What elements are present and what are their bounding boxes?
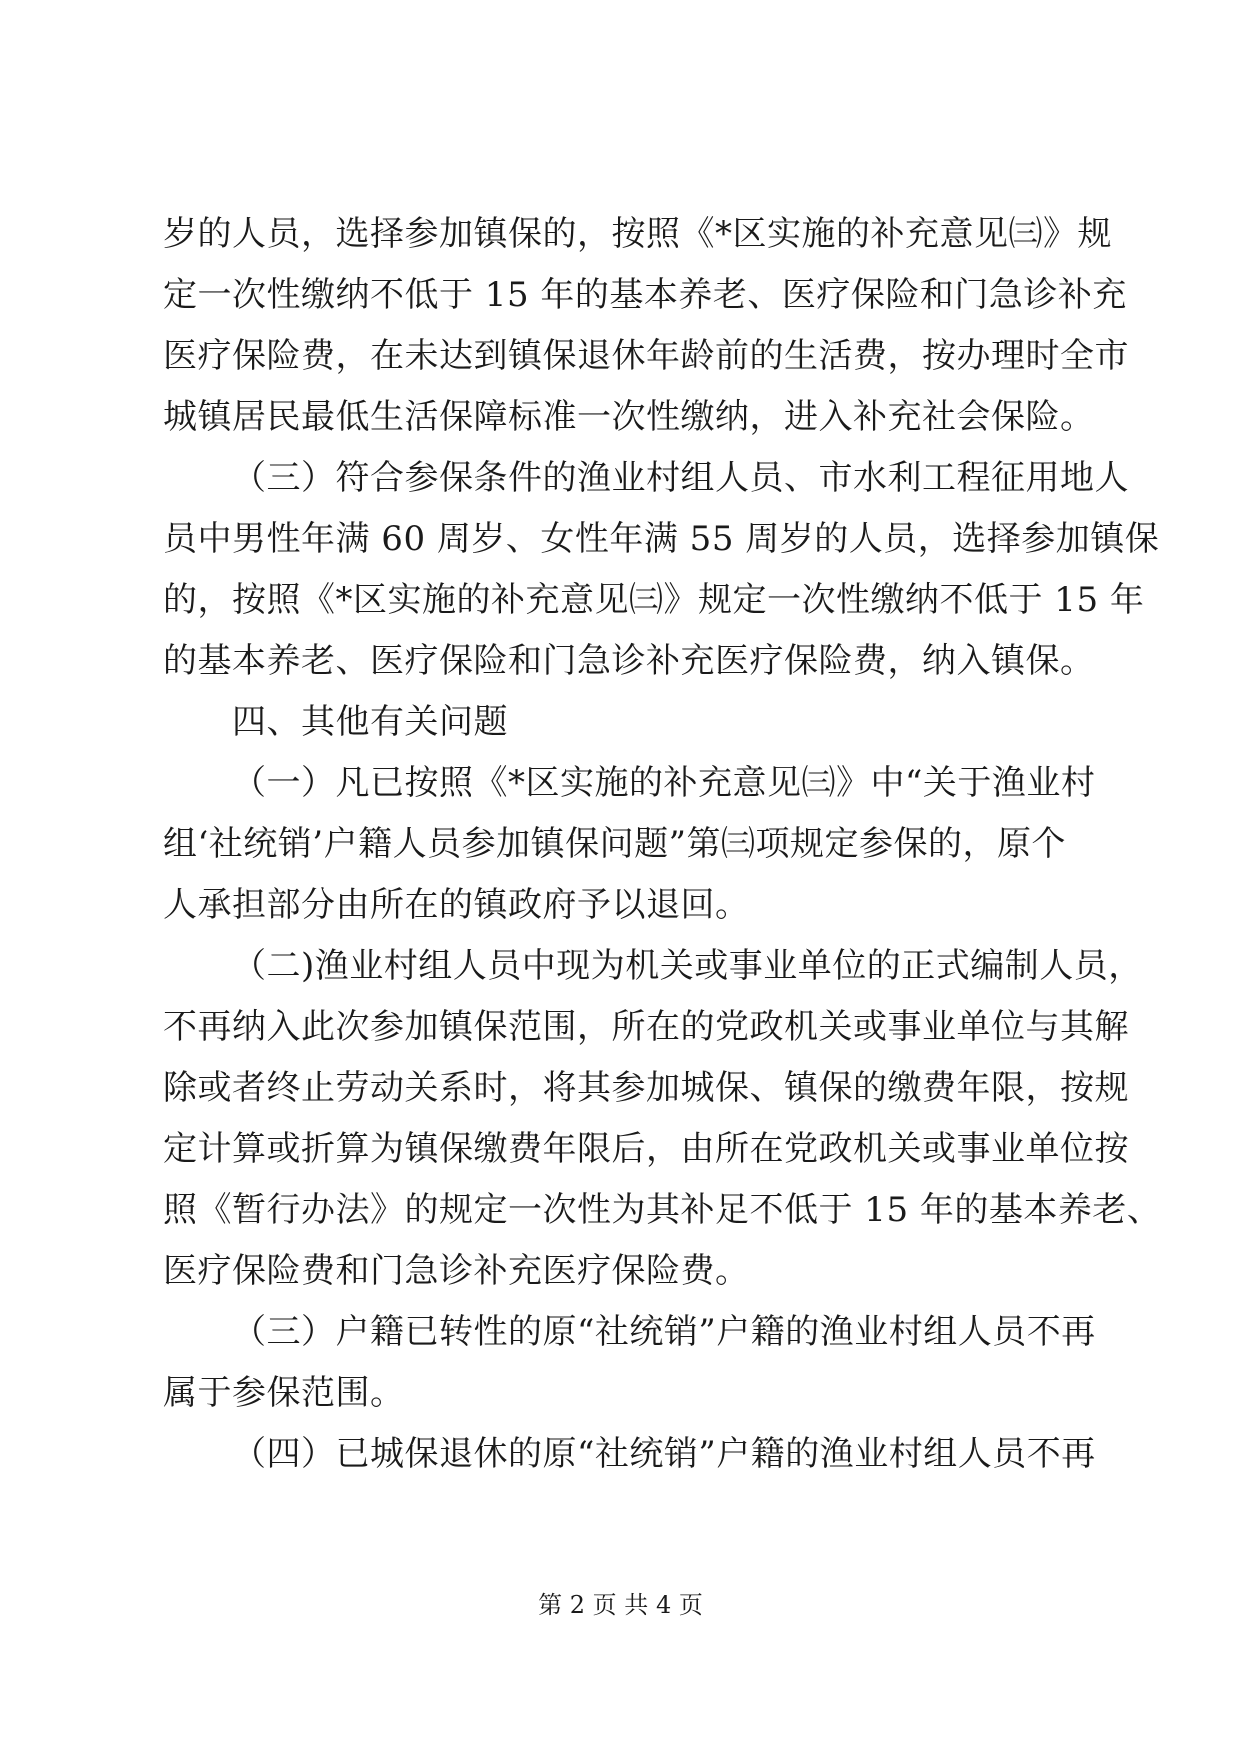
text-line: 岁的人员，选择参加镇保的，按照《*区实施的补充意见㈢》规 — [163, 214, 1112, 254]
text-line: 照《暂行办法》的规定一次性为其补足不低于 15 年的基本养老、 — [163, 1190, 1162, 1230]
text-line: 人承担部分由所在的镇政府予以退回。 — [163, 885, 750, 925]
text-line: （三）户籍已转性的原“社统销”户籍的渔业村组人员不再 — [232, 1312, 1096, 1352]
text-line: （四）已城保退休的原“社统销”户籍的渔业村组人员不再 — [232, 1434, 1096, 1474]
text-line: 组‘社统销’户籍人员参加镇保问题”第㈢项规定参保的，原个 — [163, 824, 1066, 864]
text-line: 不再纳入此次参加镇保范围，所在的党政机关或事业单位与其解 — [163, 1007, 1129, 1047]
text-line: （一）凡已按照《*区实施的补充意见㈢》中“关于渔业村 — [232, 763, 1096, 803]
text-line: 城镇居民最低生活保障标准一次性缴纳，进入补充社会保险。 — [163, 397, 1095, 437]
text-line: （三）符合参保条件的渔业村组人员、市水利工程征用地人 — [232, 458, 1129, 498]
text-line: 定一次性缴纳不低于 15 年的基本养老、医疗保险和门急诊补充 — [163, 275, 1127, 315]
text-line: 的基本养老、医疗保险和门急诊补充医疗保险费，纳入镇保。 — [163, 641, 1095, 681]
text-line: 属于参保范围。 — [163, 1373, 405, 1413]
text-line: （二)渔业村组人员中现为机关或事业单位的正式编制人员， — [232, 946, 1143, 986]
text-line: 医疗保险费和门急诊补充医疗保险费。 — [163, 1251, 750, 1291]
text-line: 员中男性年满 60 周岁、女性年满 55 周岁的人员，选择参加镇保 — [163, 519, 1160, 559]
text-line: 除或者终止劳动关系时，将其参加城保、镇保的缴费年限，按规 — [163, 1068, 1129, 1108]
page-number: 第 2 页 共 4 页 — [538, 1591, 703, 1619]
text-line: 的，按照《*区实施的补充意见㈢》规定一次性缴纳不低于 15 年 — [163, 580, 1145, 620]
text-line: 医疗保险费，在未达到镇保退休年龄前的生活费，按办理时全市 — [163, 336, 1129, 376]
section-heading: 四、其他有关问题 — [232, 702, 508, 742]
text-line: 定计算或折算为镇保缴费年限后，由所在党政机关或事业单位按 — [163, 1129, 1129, 1169]
